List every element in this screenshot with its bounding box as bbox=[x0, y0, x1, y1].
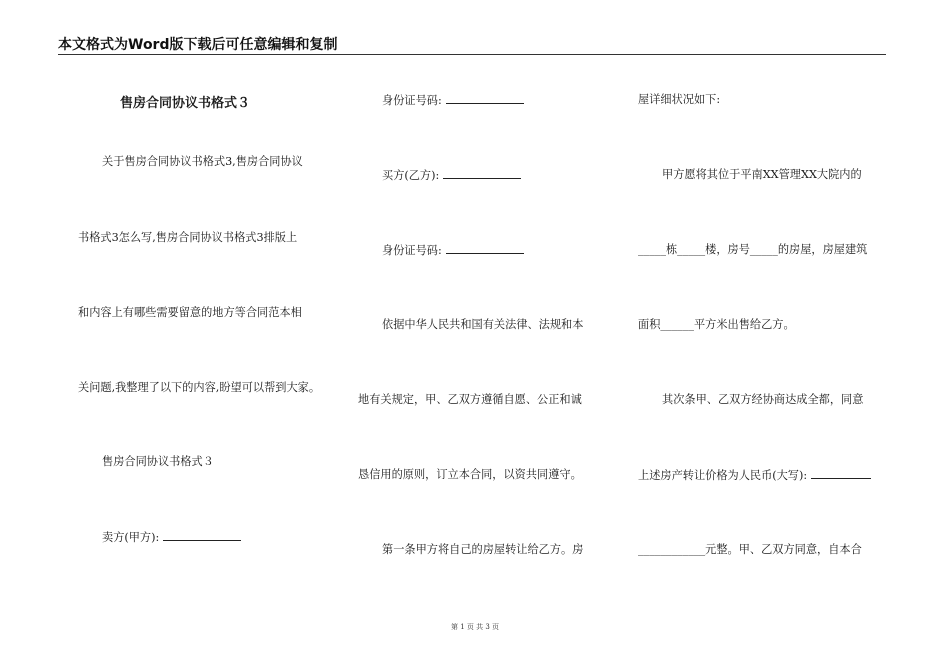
paragraph-line: 恳信用的原则，订立本合同，以资共同遵守。 bbox=[358, 468, 582, 481]
paragraph-line: 甲方愿将其位于平南XX管理XX大院内的 bbox=[662, 168, 862, 181]
header-divider bbox=[58, 54, 886, 55]
paragraph-line: ____________元整。甲、乙双方同意，自本合 bbox=[638, 543, 862, 556]
buyer-label: 买方(乙方): bbox=[382, 169, 440, 182]
paragraph-line: 依据中华人民共和国有关法律、法规和本 bbox=[382, 318, 584, 331]
paragraph-line: 地有关规定，甲、乙双方遵循自愿、公正和诚 bbox=[358, 393, 582, 406]
paragraph-line: 书格式3怎么写,售房合同协议书格式3排版上 bbox=[78, 231, 298, 244]
paragraph-line: 屋详细状况如下: bbox=[638, 93, 721, 106]
paragraph-line: 面积______平方米出售给乙方。 bbox=[638, 318, 795, 331]
seller-field bbox=[102, 530, 241, 545]
buyer-blank bbox=[443, 168, 521, 179]
seller-label: 卖方(甲方): bbox=[102, 531, 160, 544]
document-title: 售房合同协议书格式３ bbox=[120, 96, 251, 111]
paragraph-line: 关于售房合同协议书格式3,售房合同协议 bbox=[102, 155, 303, 168]
seller-blank bbox=[163, 530, 241, 541]
paragraph-line: 第一条甲方将自己的房屋转让给乙方。房 bbox=[382, 543, 584, 556]
paragraph-line: 和内容上有哪些需要留意的地方等合同范本相 bbox=[78, 306, 302, 319]
buyer-field bbox=[382, 168, 521, 183]
id-number-blank bbox=[446, 243, 524, 254]
id-number-blank bbox=[446, 93, 524, 104]
paragraph-line: 其次条甲、乙双方经协商达成全都，同意 bbox=[662, 393, 864, 406]
price-label: 上述房产转让价格为人民币(大写): bbox=[638, 469, 808, 482]
seller-id-field bbox=[382, 93, 524, 108]
document-header-title: 本文格式为Word版下载后可任意编辑和复制 bbox=[58, 37, 338, 53]
price-blank bbox=[811, 468, 871, 479]
section-heading: 售房合同协议书格式３ bbox=[102, 455, 214, 468]
paragraph-line: 关问题,我整理了以下的内容,盼望可以帮到大家。 bbox=[78, 381, 321, 394]
id-number-label: 身份证号码: bbox=[382, 94, 442, 107]
buyer-id-field bbox=[382, 243, 524, 258]
page-number: 第 1 页 共 3 页 bbox=[450, 623, 500, 631]
id-number-label: 身份证号码: bbox=[382, 244, 442, 257]
price-field bbox=[638, 468, 871, 483]
paragraph-line: _____栋_____楼，房号_____的房屋，房屋建筑 bbox=[638, 243, 868, 256]
